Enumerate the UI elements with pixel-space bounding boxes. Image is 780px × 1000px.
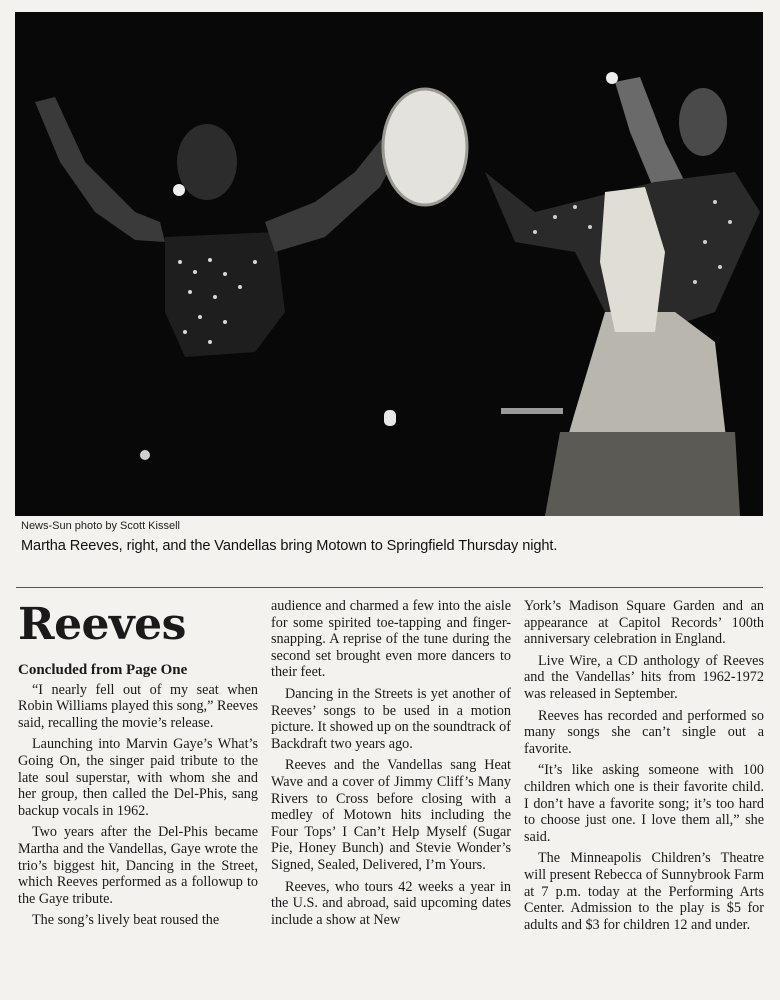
article-column-3	[524, 598, 764, 938]
paragraph: The song’s lively beat roused the	[32, 912, 220, 929]
paragraph: Reeves has recorded and performed so many songs she can’t single out a favorite.	[524, 707, 764, 757]
paragraph: audience and charmed a few into the aisle for some spirited toe-tapping and finger-snapping. A reprise of the tune during the second set brought even more dancers to their feet.	[271, 598, 511, 681]
paragraph: Launching into Marvin Gaye’s What’s Going On, the singer paid tribute to the late soul superstar, with whom she and her group, then called the Del-Phis, sang backup vocals in 1962.	[18, 736, 258, 819]
paragraph: “It’s like asking someone with 100 children which one is their favorite child. I don’t have a favorite song; it’s too hard to choose just one. I love them all,” she said.	[524, 762, 764, 845]
photo-credit: News-Sun photo by Scott Kissell	[21, 520, 180, 532]
concert-photo	[15, 12, 763, 516]
paragraph: “I nearly fell out of my seat when Robin Williams played this song,” Reeves said, recalling the movie’s release.	[18, 681, 258, 731]
continuation-note: Concluded from Page One	[18, 662, 188, 678]
article-column-1	[18, 598, 258, 934]
paragraph: York’s Madison Square Garden and an appearance at Capitol Records’ 100th anniversary celebration in England.	[524, 598, 764, 648]
paragraph: Reeves, who tours 42 weeks a year in the U.S. and abroad, said upcoming dates include a show at New	[271, 878, 511, 928]
paragraph: Live Wire, a CD anthology of Reeves and the Vandellas’ hits from 1962-1972 was released in September.	[524, 652, 764, 702]
paragraph: Reeves and the Vandellas sang Heat Wave and a cover of Jimmy Cliff’s Many Rivers to Cross before closing with a medley of Motown hits including the Four Tops’ I Can’t Help Myself (Sugar Pie, Honey Bunch) and Stevie Wonder’s Signed, Sealed, Delivered, I’m Yours.	[271, 757, 511, 873]
paragraph: Dancing in the Streets is yet another of Reeves’ songs to be used in a motion picture. It showed up on the soundtrack of Backdraft two years ago.	[271, 685, 511, 752]
paragraph: Two years after the Del-Phis became Martha and the Vandellas, Gaye wrote the trio’s biggest hit, Dancing in the Street, which Reeves performed as a followup to the Gaye tribute.	[18, 824, 258, 907]
article-headline: Reeves	[18, 599, 186, 650]
photo-caption: Martha Reeves, right, and the Vandellas bring Motown to Springfield Thursday night.	[21, 538, 558, 554]
article-column-2	[271, 598, 511, 933]
performers-illustration	[15, 12, 763, 516]
section-divider	[16, 587, 763, 588]
paragraph: The Minneapolis Children’s Theatre will present Rebecca of Sunnybrook Farm at 7 p.m. today at the Performing Arts Center. Admission to the play is $5 for adults and $3 for children 12 and under.	[524, 850, 764, 933]
